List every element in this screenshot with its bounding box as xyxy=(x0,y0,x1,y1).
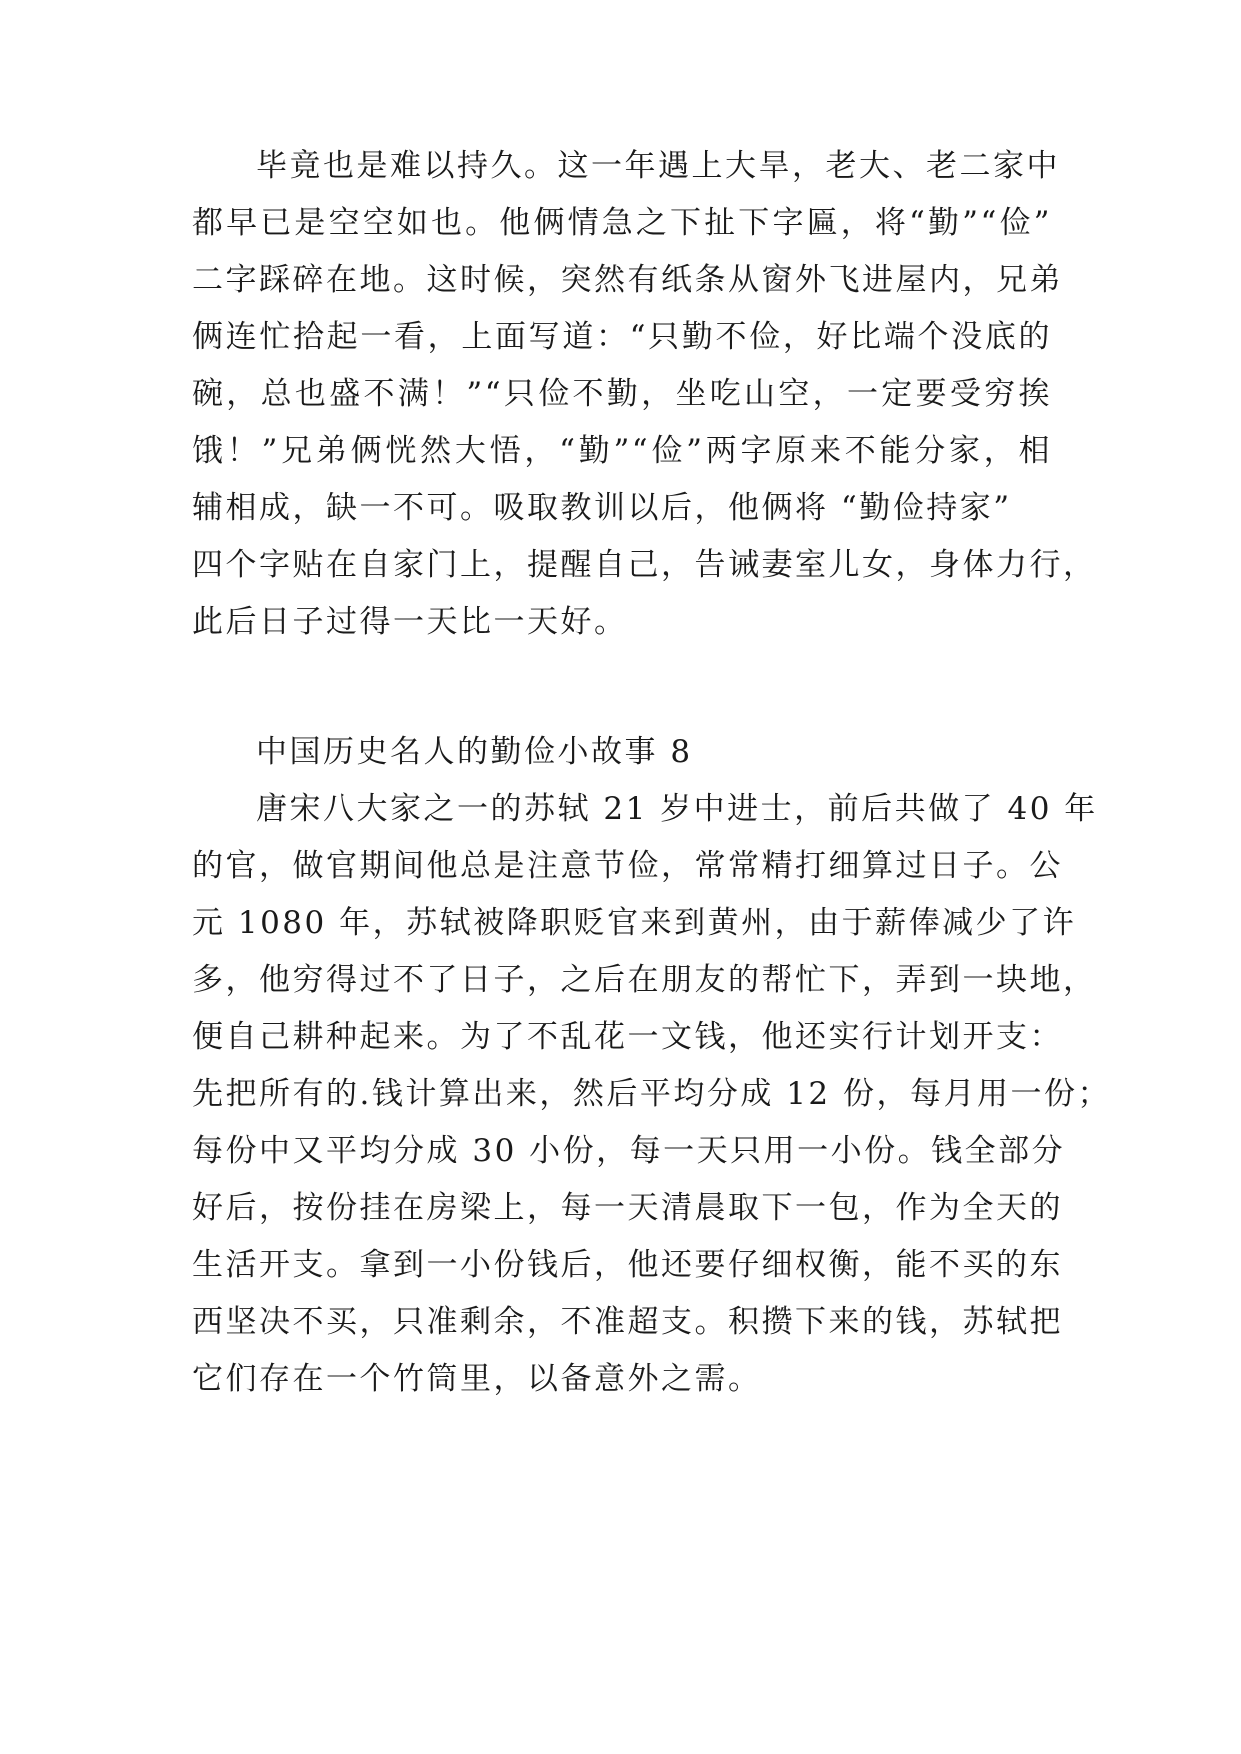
paragraph-1-line-7: 辅相成，缺一不可。吸取教训以后，他俩将 “勤俭持家” xyxy=(192,490,1012,526)
paragraph-2-line-5: 便自己耕种起来。为了不乱花一文钱，他还实行计划开支： xyxy=(192,1019,1063,1055)
paragraph-2-line-4: 多，他穷得过不了日子，之后在朋友的帮忙下，弄到一块地， xyxy=(192,962,1097,998)
paragraph-2-line-9: 生活开支。拿到一小份钱后，他还要仔细权衡，能不买的东 xyxy=(192,1247,1063,1283)
paragraph-1-line-2: 都早已是空空如也。他俩情急之下扯下字匾，将“勤”“俭” xyxy=(192,205,1052,241)
paragraph-2-line-11: 它们存在一个竹筒里，以备意外之需。 xyxy=(192,1361,762,1397)
paragraph-1-line-8: 四个字贴在自家门上，提醒自己，告诫妻室儿女，身体力行， xyxy=(192,547,1097,583)
paragraph-1-line-6: 饿！”兄弟俩恍然大悟，“勤”“俭”两字原来不能分家，相 xyxy=(192,433,1052,469)
section-title: 中国历史名人的勤俭小故事 8 xyxy=(256,734,693,770)
paragraph-2-line-7: 每份中又平均分成 30 小份，每一天只用一小份。钱全部分 xyxy=(192,1133,1066,1169)
paragraph-2-line-1: 唐宋八大家之一的苏轼 21 岁中进士，前后共做了 40 年 xyxy=(256,791,1098,827)
paragraph-1-line-9: 此后日子过得一天比一天好。 xyxy=(192,604,628,640)
paragraph-2-line-10: 西坚决不买，只准剩余，不准超支。积攒下来的钱，苏轼把 xyxy=(192,1304,1063,1340)
paragraph-2-line-2: 的官，做官期间他总是注意节俭，常常精打细算过日子。公 xyxy=(192,848,1063,884)
paragraph-1-line-1: 毕竟也是难以持久。这一年遇上大旱，老大、老二家中 xyxy=(256,148,1060,184)
paragraph-2-line-6: 先把所有的.钱计算出来，然后平均分成 12 份，每月用一份； xyxy=(192,1076,1112,1112)
paragraph-2-line-8: 好后，按份挂在房梁上，每一天清晨取下一包，作为全天的 xyxy=(192,1190,1063,1226)
paragraph-1-line-5: 碗，总也盛不满！”“只俭不勤，坐吃山空，一定要受穷挨 xyxy=(192,376,1052,412)
paragraph-1-line-4: 俩连忙拾起一看，上面写道：“只勤不俭，好比端个没底的 xyxy=(192,319,1052,355)
paragraph-1-line-3: 二字踩碎在地。这时候，突然有纸条从窗外飞进屋内，兄弟 xyxy=(192,262,1063,298)
paragraph-2-line-3: 元 1080 年，苏轼被降职贬官来到黄州，由于薪俸减少了许 xyxy=(192,905,1077,941)
